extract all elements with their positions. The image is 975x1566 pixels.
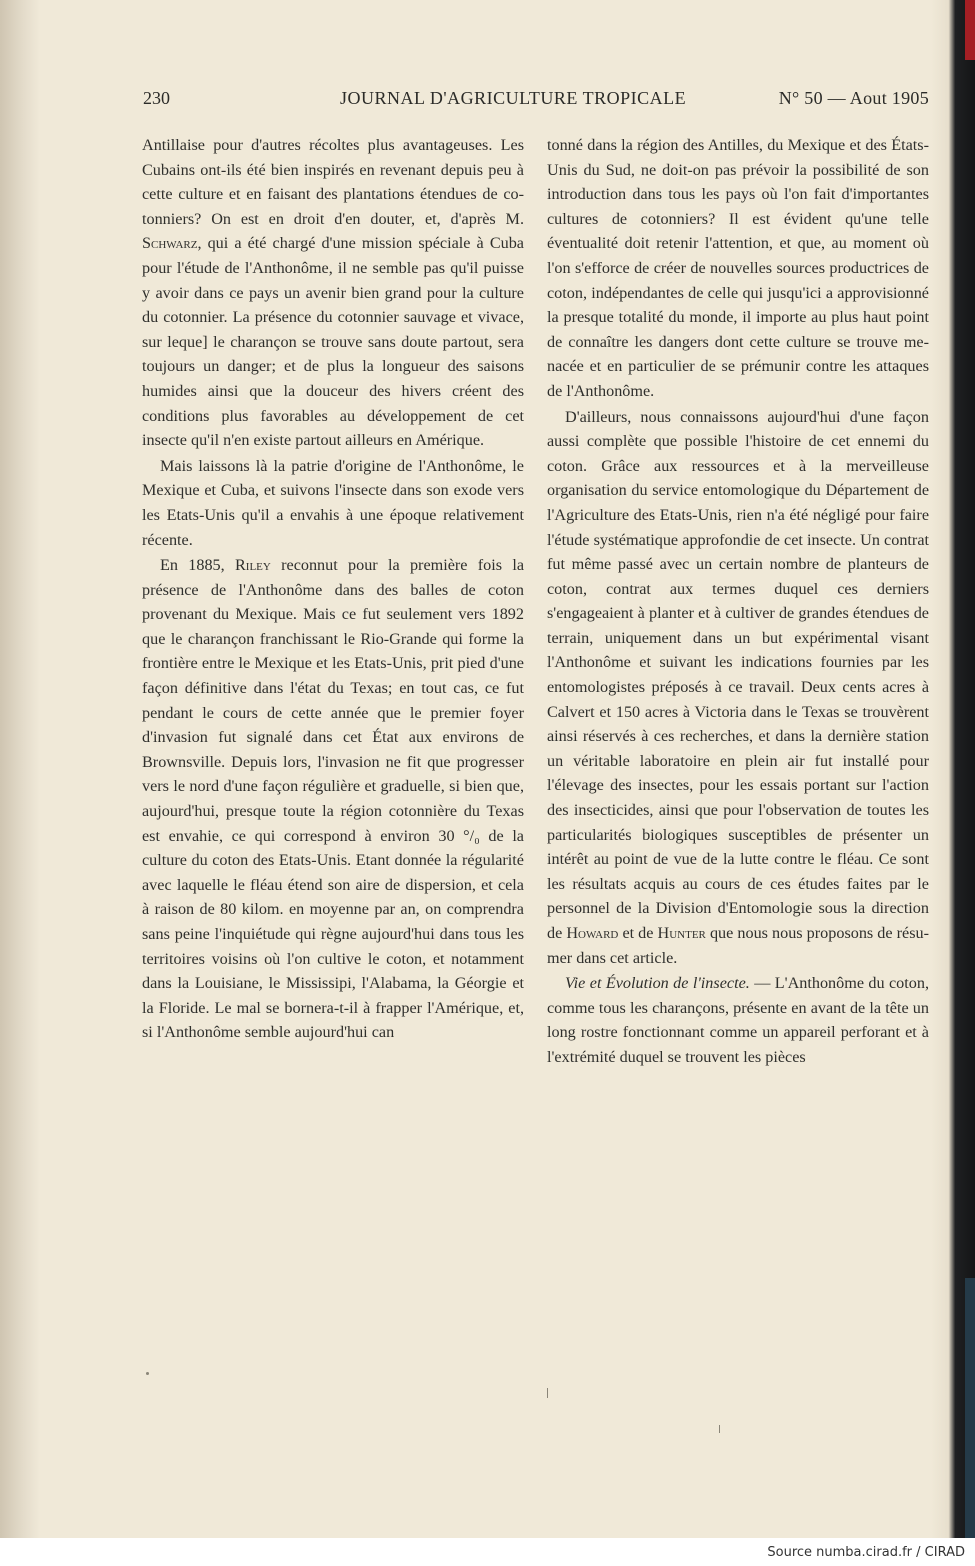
right-column: [547, 133, 929, 1070]
paragraph: Vie et Évolution de l'insecte. — L'Anthonôme du coton, comme tous les charançons, présente en avant de la tête un long rostre fonctionnant comme un appareil perforant et à l'extrémité duquel se trouvent les pièces: [547, 974, 929, 1066]
ink-speck: [719, 1425, 720, 1433]
page-edge: [931, 0, 975, 1538]
author-name: Schwarz: [142, 234, 198, 253]
section-title: Vie et Évolution de l'insecte.: [565, 974, 750, 993]
edge-marker-red: [965, 0, 975, 60]
issue-info: N° 50 — Aout 1905: [778, 88, 929, 108]
paragraph: D'ailleurs, nous connaissons aujourd'hui d'une façon aussi complète que possible l'histoire de cet ennemi du coton. Grâce aux ressources et à la merveilleuse organisation du service entomologique du Département de l'Agriculture des Etats-Unis, rien n'a été négligé pour faire l'étude systématique approfondie de cet insecte. Un contrat fut même passé avec un certain nombre de planteurs de coton, contrat aux termes duquel ces derniers s'engageaient à planter et à cultiver de grandes étendues de terrain, uniquement dans un but expérimental visant l'Anthonôme et suivant les indications fournies par les entomologistes préposés à ce travail. Deux cents acres à Calvert et 150 acres à Victoria dans le Texas se trouvèrent ainsi réservés à ces recherches, et dans la dernière station un véritable laboratoire en plein air fut installé pour l'élevage des insectes, pour les essais portant sur l'action des insecticides, ainsi que pour l'observation de toutes les particularités biologiques susceptibles de présenter un intérêt au point de vue de la lutte contre le fléau. Ce sont les résultats acquis au cours de ces études faites par le personnel de la Division d'Entomologie sous la direction de Howard et de Hunter que nous nous proposons de résumer dans cet article.: [547, 407, 929, 967]
binding-shadow: [0, 0, 40, 1538]
running-header: [143, 88, 929, 114]
edge-marker-dark: [965, 1278, 975, 1538]
page-number: 230: [143, 88, 170, 108]
ink-speck: [547, 1388, 548, 1398]
left-column: [142, 133, 524, 1045]
ink-speck: [146, 1372, 149, 1375]
paragraph: Antillaise pour d'autres récoltes plus avantageuses. Les Cubains ont-ils été bien inspirés en revenant depuis peu à cette culture et en faisant des plantations étendues de cotonniers? On est en droit d'en douter, et, d'après M. Schwarz, qui a été chargé d'une mission spéciale à Cuba pour l'étude de l'Anthonôme, il ne semble pas qu'il puisse y avoir dans ce pays un avenir bien grand pour la culture du cotonnier. La présence du cotonnier sauvage et vivace, sur leque] le charançon se trouve sans doute partout, sera toujours un danger; et de plus la longueur des saisons humides ainsi que la douceur des hivers créent des conditions plus favorables au développement de cet insecte qu'il n'en existe partout ailleurs en Amérique.: [142, 136, 524, 450]
source-credit: Source numba.cirad.fr / CIRAD: [767, 1545, 965, 1560]
paragraph: tonné dans la région des Antilles, du Mexique et des États-Unis du Sud, ne doit-on pas prévoir la possibilité de son introduction dans tous les pays où l'on fait d'importantes cultures de cotonniers? Il est évident qu'une telle éventualité doit retenir l'attention, et que, au moment où l'on s'efforce de créer de nouvelles sources productrices de coton, indépendantes de celle qui jusqu'ici a approvisionné la presque totalité du monde, il importe au plus haut point de connaître les dangers dont cette culture se trouve menacée et en particulier de se prémunir contre les attaques de l'Anthonôme.: [547, 136, 929, 400]
author-name: Howard: [566, 924, 619, 942]
author-name: Hunter: [657, 924, 706, 942]
journal-title: JOURNAL D'AGRICULTURE TROPICALE: [340, 88, 687, 108]
paragraph: En 1885, Riley reconnut pour la première fois la présence de l'Anthonôme dans des balles de coton provenant du Mexique. Mais ce fut seulement vers 1892 que le charançon franchissant le Rio-Grande qui forme la frontière entre le Mexique et les Etats-Unis, prit pied d'une façon définitive dans l'état du Texas; en tout cas, ce fut pendant le cours de cette année que le premier foyer d'invasion fut signalé dans cet État aux environs de Brownsville. Depuis lors, l'invasion ne fit que progresser vers le nord d'une façon régulière et graduelle, si bien que, aujourd'hui, presque toute la région cotonnière du Texas est envahie, ce qui correspond à environ 30 °/₀ de la culture du coton des Etats-Unis. Etant donnée la régularité avec laquelle le fléau étend son aire de dispersion, et cela à raison de 80 kilom. en moyenne par an, on comprendra sans peine l'inquiétude qui règne aujourd'hui dans tous les territoires voisins où l'on cultive le coton, et notamment dans la Louisiane, le Mississipi, l'Alabama, la Géorgie et la Floride. Le mal se bornera-t-il à frapper l'Amérique, et, si l'Anthonôme semble aujourd'hui can: [142, 556, 525, 1042]
author-name: Riley: [234, 556, 271, 575]
paragraph: Mais laissons là la patrie d'origine de l'Anthonôme, le Mexique et Cuba, et suivons l'insecte dans son exode vers les Etats-Unis qu'il a envahis à une époque relativement récente.: [142, 456, 524, 549]
